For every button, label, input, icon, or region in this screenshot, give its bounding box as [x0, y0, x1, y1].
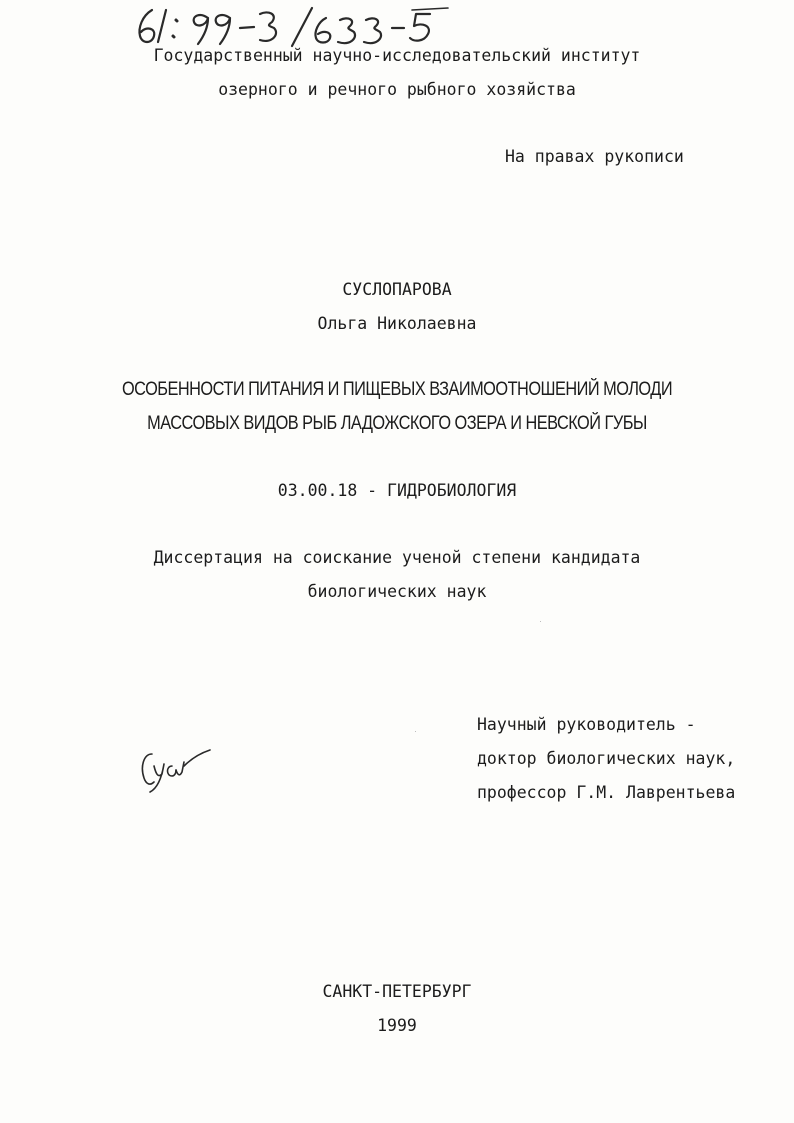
city: САНКТ-ПЕТЕРБУРГ	[322, 982, 472, 1001]
author-signature	[136, 744, 216, 796]
scan-speck	[415, 731, 416, 732]
degree-line2: биологических наук	[307, 582, 487, 601]
specialty-code: 03.00.18 - ГИДРОБИОЛОГИЯ	[277, 481, 517, 500]
scan-speck	[540, 621, 541, 622]
institute-name-line1: Государственный научно-исследовательский институт	[153, 46, 641, 65]
author-given-names: Ольга Николаевна	[317, 314, 477, 333]
author-surname: СУСЛОПАРОВА	[342, 280, 452, 299]
degree-line1: Диссертация на соискание ученой степени кандидата	[153, 548, 641, 567]
thesis-title-line2: МАССОВЫХ ВИДОВ РЫБ ЛАДОЖСКОГО ОЗЕРА И НЕВСКОЙ ГУБЫ	[147, 413, 647, 434]
year: 1999	[377, 1016, 417, 1035]
institute-name-line2: озерного и речного рыбного хозяйства	[218, 80, 576, 99]
supervisor-line2: доктор биологических наук,	[477, 749, 736, 768]
manuscript-rights-note: На правах рукописи	[505, 147, 684, 166]
thesis-title-line1: ОСОБЕННОСТИ ПИТАНИЯ И ПИЩЕВЫХ ВЗАИМООТНОШЕНИЙ МОЛОДИ	[121, 379, 673, 400]
supervisor-line1: Научный руководитель -	[477, 715, 696, 734]
supervisor-line3: профессор Г.М. Лаврентьева	[477, 783, 736, 802]
handwritten-catalog-number	[130, 4, 460, 48]
